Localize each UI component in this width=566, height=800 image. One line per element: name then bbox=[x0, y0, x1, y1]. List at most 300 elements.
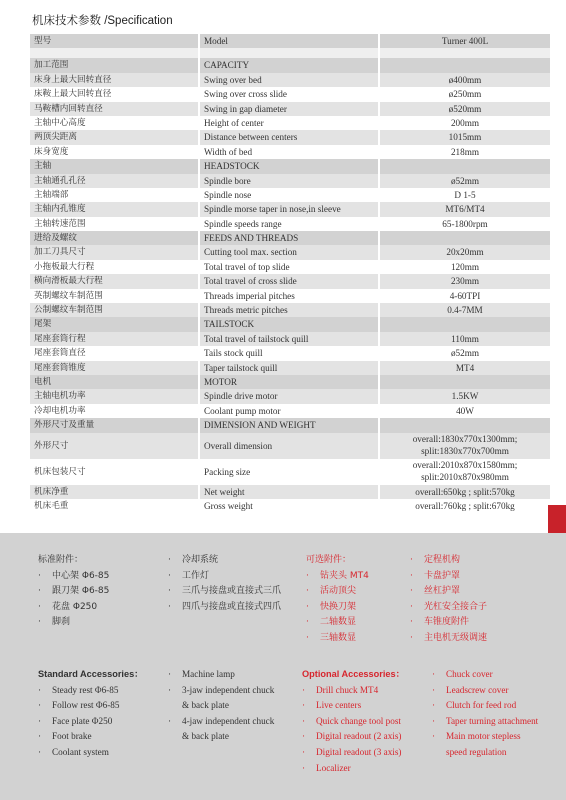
table-cell-c2 bbox=[200, 202, 378, 216]
table-cell-c3 bbox=[380, 433, 550, 459]
list-item bbox=[38, 615, 109, 631]
cell-text: 0.4-7MM bbox=[447, 305, 483, 316]
table-cell-c1 bbox=[30, 485, 198, 499]
cell-text: 冷却电机功率 bbox=[34, 405, 86, 416]
en-standard-column bbox=[38, 667, 143, 761]
table-row bbox=[30, 102, 550, 116]
list-item-text: 卡盘护罩 bbox=[424, 570, 461, 581]
cell-text: 进给及螺纹 bbox=[34, 233, 77, 244]
cell-text: Total travel of tailstock quill bbox=[204, 333, 309, 344]
list-item bbox=[302, 761, 405, 777]
table-cell-c1 bbox=[30, 73, 198, 87]
list-item bbox=[38, 729, 143, 745]
table-cell-c3 bbox=[380, 73, 550, 87]
list-item-text: speed regulation bbox=[446, 746, 507, 757]
bullet-icon: · bbox=[410, 555, 413, 565]
table-cell-c3 bbox=[380, 346, 550, 360]
cell-text: 小拖板最大行程 bbox=[34, 261, 95, 272]
cell-text: Model bbox=[204, 36, 228, 46]
list-item bbox=[168, 714, 274, 730]
list-item-text: 3-jaw independent chuck bbox=[182, 684, 275, 695]
table-cell-c1 bbox=[30, 145, 198, 159]
table-row bbox=[30, 245, 550, 259]
cell-text: Spindle speeds range bbox=[204, 218, 282, 229]
list-item bbox=[302, 683, 405, 699]
bullet-icon: · bbox=[38, 731, 42, 742]
bullet-icon: · bbox=[38, 684, 42, 695]
list-item bbox=[168, 698, 274, 714]
table-cell-c2 bbox=[200, 289, 378, 303]
list-item-text: Taper turning attachment bbox=[446, 715, 539, 726]
bullet-icon: · bbox=[168, 570, 171, 581]
cell-text: 主轴电机功率 bbox=[34, 391, 86, 402]
cell-text: 马鞍槽内回转直径 bbox=[34, 103, 103, 114]
bullet-icon: · bbox=[38, 586, 41, 597]
table-cell-c1 bbox=[30, 87, 198, 101]
table-cell-c3 bbox=[380, 404, 550, 418]
bullet-icon: · bbox=[302, 715, 306, 726]
cell-text: MT4 bbox=[455, 362, 475, 373]
list-item bbox=[38, 698, 143, 714]
list-item bbox=[432, 667, 538, 683]
cell-text: 床鞍上最大回转直径 bbox=[34, 89, 112, 100]
list-item bbox=[168, 584, 281, 600]
en-optional-list bbox=[302, 683, 405, 777]
table-cell-c3 bbox=[380, 58, 550, 72]
table-cell-c3 bbox=[380, 87, 550, 101]
cell-text: ø520mm bbox=[448, 103, 482, 114]
bullet-icon: · bbox=[302, 700, 306, 711]
table-spacer bbox=[30, 48, 550, 58]
bullet-icon: · bbox=[410, 632, 413, 643]
cell-text: 外形尺寸 bbox=[34, 440, 69, 451]
cn-standard-title: 标准附件： bbox=[38, 555, 84, 565]
list-item bbox=[38, 569, 109, 585]
cell-text: ø52mm bbox=[450, 175, 480, 186]
table-cell-c2 bbox=[200, 174, 378, 188]
list-item bbox=[302, 714, 405, 730]
list-item bbox=[410, 631, 487, 647]
table-cell-c2 bbox=[200, 418, 378, 432]
cell-text: FEEDS AND THREADS bbox=[204, 233, 299, 244]
cell-text: 机床净重 bbox=[34, 486, 69, 497]
cell-text: 加工范围 bbox=[34, 60, 69, 71]
list-item bbox=[168, 553, 281, 569]
list-item-text: 光杠安全接合子 bbox=[424, 601, 488, 612]
cn-optional2-column bbox=[410, 553, 487, 647]
cell-text: 110mm bbox=[451, 333, 479, 344]
table-cell-c2 bbox=[200, 188, 378, 202]
list-item bbox=[168, 667, 274, 683]
bullet-icon: · bbox=[306, 586, 309, 597]
table-cell-c3 bbox=[380, 48, 550, 58]
list-item-text: 工作灯 bbox=[182, 570, 210, 581]
table-row bbox=[30, 459, 550, 485]
table-cell-c2 bbox=[200, 499, 378, 513]
table-cell-c2 bbox=[200, 217, 378, 231]
list-item bbox=[306, 569, 369, 585]
table-row bbox=[30, 303, 550, 317]
table-cell-c1 bbox=[30, 245, 198, 259]
cell-text: 型号 bbox=[34, 36, 52, 46]
table-cell-c1 bbox=[30, 217, 198, 231]
table-row bbox=[30, 217, 550, 231]
table-cell-c2 bbox=[200, 145, 378, 159]
table-cell-c2 bbox=[200, 87, 378, 101]
list-item-text: & back plate bbox=[182, 731, 229, 742]
table-cell-c3 bbox=[380, 418, 550, 432]
table-cell-c3 bbox=[380, 459, 550, 485]
table-cell-c2 bbox=[200, 231, 378, 245]
cell-text: HEADSTOCK bbox=[204, 161, 260, 172]
cell-text: MT6/MT4 bbox=[445, 204, 485, 215]
table-cell-c1 bbox=[30, 499, 198, 513]
list-item bbox=[38, 584, 109, 600]
table-row bbox=[30, 130, 550, 144]
list-item-text: 4-jaw independent chuck bbox=[182, 715, 275, 726]
bullet-icon: · bbox=[168, 669, 172, 679]
cell-text: 尾架 bbox=[34, 319, 52, 330]
cell-text: 加工刀具尺寸 bbox=[34, 247, 86, 258]
cell-text-line2: split:2010x870x980mm bbox=[421, 471, 509, 482]
table-cell-c1 bbox=[30, 332, 198, 346]
bullet-icon: · bbox=[410, 617, 413, 628]
cell-text: 20x20mm bbox=[446, 247, 484, 258]
cell-text: 公制螺纹车制范围 bbox=[34, 305, 103, 316]
bullet-icon: · bbox=[168, 586, 171, 597]
table-cell-c3 bbox=[380, 145, 550, 159]
cell-text: Threads imperial pitches bbox=[204, 290, 295, 301]
table-cell-c1 bbox=[30, 317, 198, 331]
cell-text: 尾座套筒锥度 bbox=[34, 362, 86, 373]
bullet-icon: · bbox=[168, 684, 172, 695]
table-row bbox=[30, 87, 550, 101]
list-item bbox=[306, 600, 369, 616]
bullet-icon: · bbox=[302, 762, 306, 773]
bullet-icon: · bbox=[38, 601, 41, 612]
cell-text: overall:2010x870x1580mm; bbox=[412, 460, 518, 471]
cell-text: Taper tailstock quill bbox=[204, 362, 278, 373]
table-cell-c1 bbox=[30, 389, 198, 403]
list-item-text: 脚刹 bbox=[52, 617, 71, 628]
en-standard2-column bbox=[168, 667, 274, 745]
cell-text: 外形尺寸及重量 bbox=[34, 420, 95, 431]
list-item bbox=[432, 729, 538, 745]
cell-text: 主轴内孔锥度 bbox=[34, 204, 86, 215]
bullet-icon: · bbox=[302, 746, 306, 757]
table-cell-c1 bbox=[30, 102, 198, 116]
list-item bbox=[38, 714, 143, 730]
cell-text: 主轴中心高度 bbox=[34, 117, 86, 128]
cell-text: 机床毛重 bbox=[34, 500, 69, 511]
table-cell-c2 bbox=[200, 459, 378, 485]
table-cell-c3 bbox=[380, 231, 550, 245]
table-row bbox=[30, 485, 550, 499]
bullet-icon: · bbox=[38, 746, 42, 757]
cell-text: overall:650kg ; split:570kg bbox=[415, 486, 515, 497]
table-section-header bbox=[30, 34, 550, 48]
table-cell-c1 bbox=[30, 231, 198, 245]
table-cell-c1 bbox=[30, 130, 198, 144]
list-item-text: Follow rest Φ6-85 bbox=[52, 700, 120, 711]
cell-text: 两顶尖距离 bbox=[34, 132, 77, 143]
cell-text: Total travel of cross slide bbox=[204, 276, 297, 287]
list-item bbox=[168, 683, 274, 699]
list-item-text: Machine lamp bbox=[182, 669, 235, 679]
table-cell-c2 bbox=[200, 433, 378, 459]
cell-text: TAILSTOCK bbox=[204, 319, 255, 330]
table-row bbox=[30, 332, 550, 346]
table-cell-c2 bbox=[200, 34, 378, 48]
list-item-text: Clutch for feed rod bbox=[446, 700, 517, 711]
list-item bbox=[432, 698, 538, 714]
list-item-text: Digital readout (2 axis) bbox=[316, 731, 402, 742]
table-section-header bbox=[30, 58, 550, 72]
table-cell-c1 bbox=[30, 159, 198, 173]
cell-text: Swing over bed bbox=[204, 74, 262, 85]
table-row bbox=[30, 361, 550, 375]
table-cell-c1 bbox=[30, 433, 198, 459]
table-row bbox=[30, 73, 550, 87]
en-standard-title: Standard Accessories： bbox=[38, 669, 144, 679]
list-item bbox=[432, 683, 538, 699]
list-item-text: 丝杠护罩 bbox=[424, 586, 461, 597]
list-item bbox=[168, 729, 274, 745]
table-cell-c3 bbox=[380, 159, 550, 173]
cn-standard2-column bbox=[168, 553, 281, 615]
cell-text: ø400mm bbox=[448, 74, 482, 85]
table-cell-c1 bbox=[30, 174, 198, 188]
table-cell-c2 bbox=[200, 485, 378, 499]
cell-text: 机床包装尺寸 bbox=[34, 466, 86, 477]
table-row bbox=[30, 202, 550, 216]
cell-text: Spindle drive motor bbox=[204, 391, 278, 402]
cell-text: 218mm bbox=[450, 146, 480, 157]
table-row bbox=[30, 499, 550, 513]
list-item-text: 快换刀架 bbox=[320, 601, 357, 612]
list-item bbox=[306, 615, 369, 631]
table-cell-c1 bbox=[30, 289, 198, 303]
bullet-icon: · bbox=[38, 570, 41, 581]
cell-text: Swing in gap diameter bbox=[204, 103, 287, 114]
table-cell-c3 bbox=[380, 375, 550, 389]
table-cell-c2 bbox=[200, 361, 378, 375]
table-cell-c3 bbox=[380, 289, 550, 303]
cell-text: 主轴 bbox=[34, 161, 52, 172]
list-item-text: 跟刀架 Φ6-85 bbox=[52, 586, 110, 597]
table-row bbox=[30, 145, 550, 159]
cell-text-line2: split:1830x770x700mm bbox=[421, 445, 509, 456]
bullet-icon: · bbox=[302, 731, 306, 742]
table-row bbox=[30, 116, 550, 130]
bullet-icon: · bbox=[410, 586, 413, 597]
table-cell-c2 bbox=[200, 375, 378, 389]
table-cell-c3 bbox=[380, 116, 550, 130]
table-cell-c2 bbox=[200, 260, 378, 274]
list-item bbox=[410, 615, 487, 631]
en-optional2-column bbox=[432, 667, 538, 761]
cell-text: 65-1800rpm bbox=[442, 218, 488, 229]
list-item bbox=[432, 745, 538, 761]
list-item-text: 花盘 Φ250 bbox=[52, 601, 98, 612]
cell-text: Spindle bore bbox=[204, 175, 251, 186]
table-cell-c3 bbox=[380, 260, 550, 274]
list-item-text: 二轴数显 bbox=[320, 617, 357, 628]
list-item bbox=[38, 600, 109, 616]
table-cell-c3 bbox=[380, 389, 550, 403]
bullet-icon: · bbox=[168, 715, 172, 726]
cell-text: 200mm bbox=[450, 117, 480, 128]
table-cell-c2 bbox=[200, 332, 378, 346]
table-cell-c1 bbox=[30, 202, 198, 216]
cn-optional2-list bbox=[410, 553, 487, 647]
cn-standard-column bbox=[38, 553, 109, 631]
cell-text: Threads metric pitches bbox=[204, 305, 288, 316]
table-cell-c3 bbox=[380, 274, 550, 288]
list-item bbox=[306, 631, 369, 647]
cell-text: 横向滑板最大行程 bbox=[34, 276, 103, 287]
table-cell-c3 bbox=[380, 317, 550, 331]
list-item bbox=[410, 553, 487, 569]
table-cell-c1 bbox=[30, 459, 198, 485]
cn-standard2-list bbox=[168, 553, 281, 615]
cell-text: D 1-5 bbox=[454, 189, 476, 200]
list-item bbox=[38, 745, 143, 761]
table-cell-c2 bbox=[200, 58, 378, 72]
table-cell-c3 bbox=[380, 202, 550, 216]
cell-text: Gross weight bbox=[204, 500, 253, 511]
table-cell-c2 bbox=[200, 274, 378, 288]
table-cell-c1 bbox=[30, 34, 198, 48]
cell-text: 主轴端部 bbox=[34, 189, 69, 200]
list-item bbox=[410, 600, 487, 616]
cell-text: 尾座套筒行程 bbox=[34, 333, 86, 344]
table-cell-c1 bbox=[30, 260, 198, 274]
cell-text: Overall dimension bbox=[204, 440, 273, 451]
list-item-text: 四爪与接盘或直接式四爪 bbox=[182, 601, 282, 612]
specification-table bbox=[30, 34, 550, 513]
table-cell-c2 bbox=[200, 130, 378, 144]
cell-text: MOTOR bbox=[204, 376, 238, 387]
en-standard-list bbox=[38, 683, 143, 761]
list-item-text: 三爪与接盘或直接式三爪 bbox=[182, 586, 282, 597]
cell-text: Height of center bbox=[204, 117, 264, 128]
cell-text: 主轴转速范围 bbox=[34, 218, 86, 229]
list-item bbox=[168, 569, 281, 585]
table-row bbox=[30, 260, 550, 274]
list-item-text: Localizer bbox=[316, 762, 351, 773]
cell-text: 电机 bbox=[34, 376, 52, 387]
cell-text: 230mm bbox=[450, 276, 480, 287]
en-optional2-list bbox=[432, 667, 538, 761]
page-title: 机床技术参数 /Specification bbox=[32, 15, 173, 27]
bullet-icon: · bbox=[432, 700, 436, 711]
cell-text: 英制螺纹车制范围 bbox=[34, 290, 103, 301]
cell-text: ø250mm bbox=[448, 89, 482, 100]
list-item bbox=[410, 569, 487, 585]
red-accent-tab bbox=[548, 505, 566, 533]
cell-text: 主轴通孔孔径 bbox=[34, 175, 86, 186]
table-cell-c3 bbox=[380, 499, 550, 513]
list-item-text: Face plate Φ250 bbox=[52, 715, 113, 726]
table-cell-c2 bbox=[200, 73, 378, 87]
table-cell-c3 bbox=[380, 188, 550, 202]
bullet-icon: · bbox=[410, 601, 413, 612]
list-item-text: 三轴数显 bbox=[320, 632, 357, 643]
cn-optional-column bbox=[306, 553, 369, 647]
list-item bbox=[302, 698, 405, 714]
bullet-icon: · bbox=[306, 617, 309, 628]
list-item bbox=[432, 714, 538, 730]
table-cell-c2 bbox=[200, 303, 378, 317]
cn-optional-list bbox=[306, 569, 369, 647]
cell-text: ø52mm bbox=[450, 348, 480, 359]
table-section-header bbox=[30, 159, 550, 173]
table-cell-c2 bbox=[200, 404, 378, 418]
bullet-icon: · bbox=[432, 731, 436, 742]
table-cell-c2 bbox=[200, 245, 378, 259]
cell-text: overall:760kg ; split:670kg bbox=[415, 500, 515, 511]
table-cell-c1 bbox=[30, 48, 198, 58]
cell-text: 40W bbox=[456, 405, 474, 416]
cn-standard-list bbox=[38, 569, 109, 631]
table-cell-c2 bbox=[200, 116, 378, 130]
list-item-text: Digital readout (3 axis) bbox=[316, 746, 402, 757]
en-standard2-list bbox=[168, 667, 274, 745]
table-cell-c3 bbox=[380, 245, 550, 259]
table-section-header bbox=[30, 418, 550, 432]
cell-text: Width of bed bbox=[204, 146, 253, 157]
table-row bbox=[30, 174, 550, 188]
list-item-text: 中心架 Φ6-85 bbox=[52, 570, 110, 581]
list-item-text: Leadscrew cover bbox=[446, 684, 509, 695]
table-cell-c3 bbox=[380, 174, 550, 188]
cell-text: CAPACITY bbox=[204, 60, 250, 71]
table-cell-c1 bbox=[30, 274, 198, 288]
list-item-text: Foot brake bbox=[52, 731, 92, 742]
table-section-header bbox=[30, 231, 550, 245]
list-item bbox=[410, 584, 487, 600]
bullet-icon: · bbox=[432, 715, 436, 726]
cell-text: DIMENSION AND WEIGHT bbox=[204, 420, 316, 431]
table-cell-c2 bbox=[200, 389, 378, 403]
table-cell-c2 bbox=[200, 48, 378, 58]
bullet-icon: · bbox=[306, 632, 309, 643]
bullet-icon: · bbox=[302, 684, 306, 695]
table-cell-c1 bbox=[30, 404, 198, 418]
table-cell-c1 bbox=[30, 116, 198, 130]
list-item-text: Coolant system bbox=[52, 746, 109, 757]
cell-text: 尾座套筒直径 bbox=[34, 348, 86, 359]
list-item-text: Chuck cover bbox=[446, 669, 493, 679]
table-row bbox=[30, 188, 550, 202]
table-row bbox=[30, 274, 550, 288]
en-optional-column bbox=[302, 667, 405, 776]
cell-text: Turner 400L bbox=[441, 36, 489, 46]
table-cell-c3 bbox=[380, 130, 550, 144]
table-cell-c1 bbox=[30, 346, 198, 360]
accessories-panel bbox=[0, 533, 566, 800]
cell-text: Spindle nose bbox=[204, 189, 252, 200]
list-item-text: 车锥度附件 bbox=[424, 617, 470, 628]
bullet-icon: · bbox=[306, 601, 309, 612]
table-cell-c1 bbox=[30, 188, 198, 202]
bullet-icon: · bbox=[432, 669, 436, 679]
table-cell-c3 bbox=[380, 34, 550, 48]
table-cell-c3 bbox=[380, 332, 550, 346]
list-item-text: 主电机无级调速 bbox=[424, 632, 488, 643]
table-cell-c3 bbox=[380, 102, 550, 116]
